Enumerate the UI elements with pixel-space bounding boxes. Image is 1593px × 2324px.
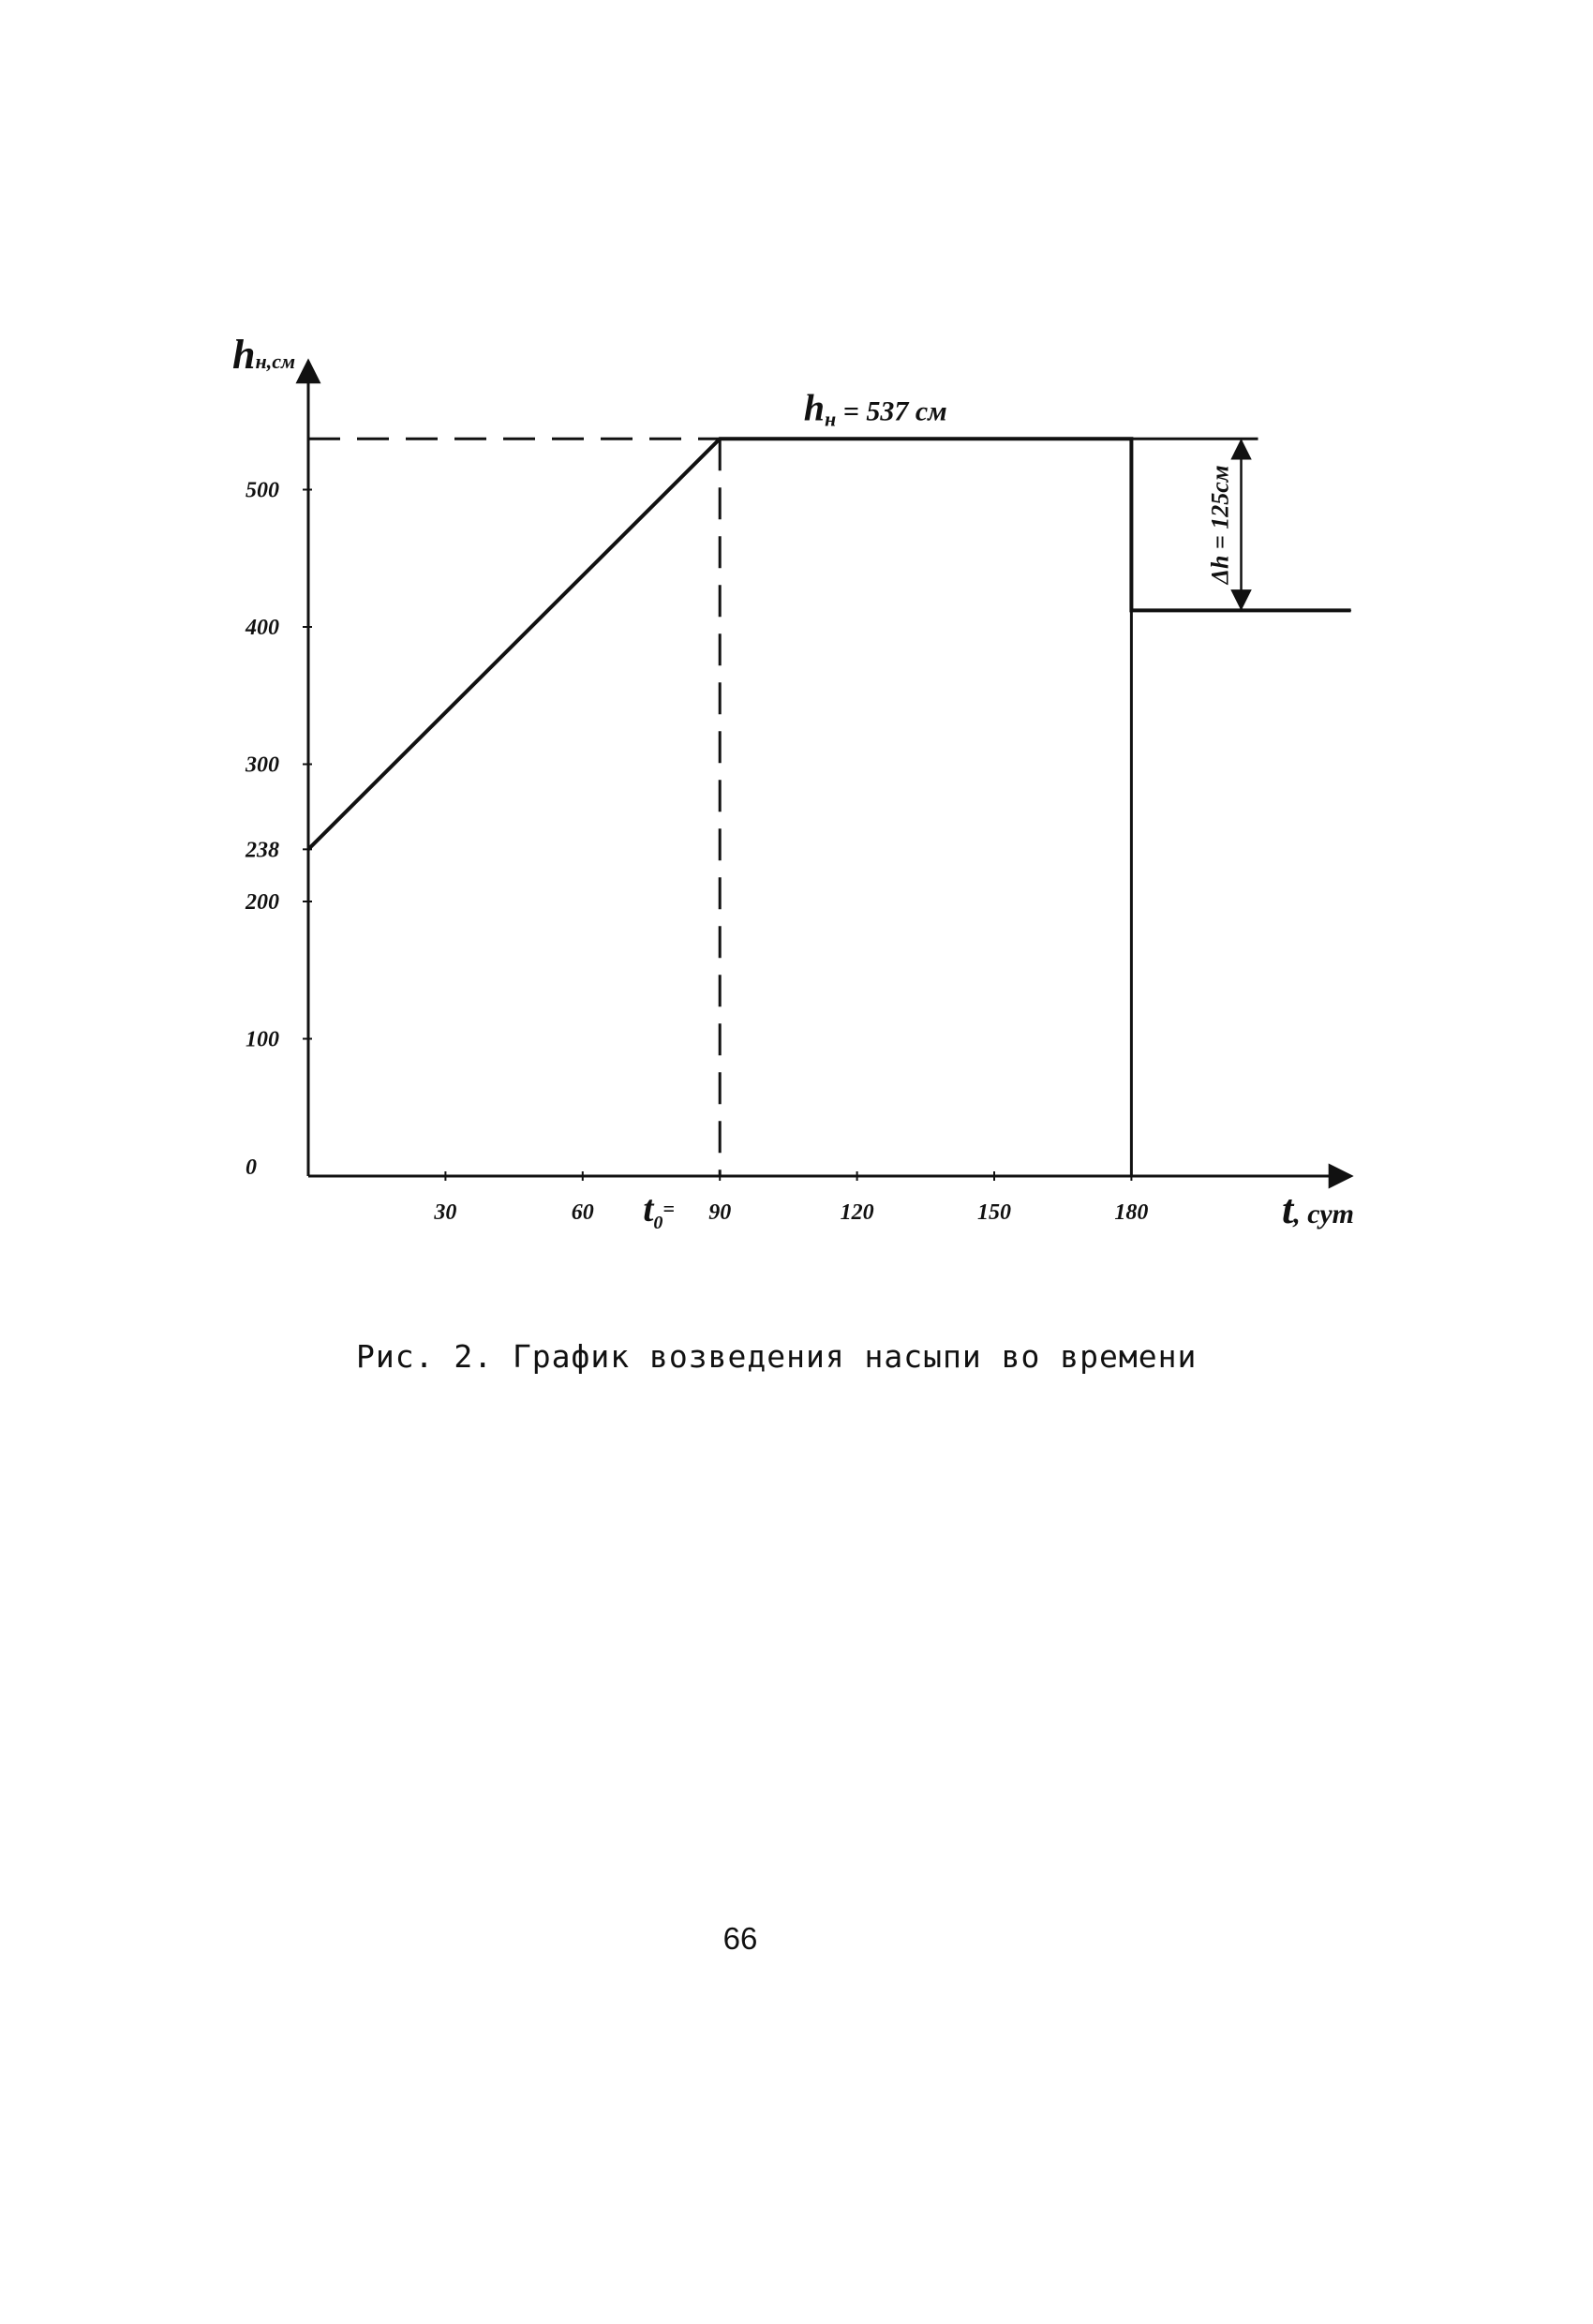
y-tick-label: 400 bbox=[246, 616, 279, 640]
x-tick-label: 150 bbox=[977, 1200, 1011, 1225]
y-axis-title-sub: н,см bbox=[255, 350, 296, 373]
x-tick-label: 60 bbox=[571, 1200, 594, 1225]
series-line bbox=[308, 439, 1351, 849]
y-tick-label: 0 bbox=[246, 1155, 257, 1180]
y-tick-label: 200 bbox=[246, 890, 279, 915]
y-tick-label: 238 bbox=[246, 838, 279, 863]
series-point bbox=[308, 849, 309, 850]
x-axis-title-main: t bbox=[1282, 1186, 1294, 1232]
t0-label-eq: = bbox=[663, 1197, 675, 1220]
hn-annotation bbox=[804, 386, 947, 430]
y-axis-title bbox=[232, 332, 295, 378]
series-point bbox=[1350, 610, 1351, 611]
dh-label: Δh = 125см bbox=[1206, 465, 1234, 585]
x-tick-label: 90 bbox=[708, 1200, 732, 1225]
hn-annotation-sub: н bbox=[825, 407, 837, 431]
x-tick-label: 30 bbox=[434, 1200, 457, 1225]
y-tick-label: 100 bbox=[246, 1027, 279, 1052]
x-tick-label: 120 bbox=[840, 1200, 874, 1225]
page-number: 66 bbox=[722, 1921, 758, 1956]
x-tick-label: 180 bbox=[1114, 1200, 1149, 1225]
t0-label-sub: 0 bbox=[653, 1213, 663, 1233]
t0-label bbox=[643, 1187, 675, 1233]
x-axis-title-sub: , сут bbox=[1293, 1199, 1354, 1229]
hn-annotation-value: = 537 см bbox=[836, 395, 947, 427]
x-axis-title bbox=[1282, 1186, 1354, 1232]
t0-label-main: t bbox=[643, 1187, 654, 1229]
y-axis-title-main: h bbox=[232, 332, 256, 378]
hn-annotation-main: h bbox=[803, 386, 826, 429]
y-tick-label: 500 bbox=[246, 478, 279, 503]
y-tick-label: 300 bbox=[246, 752, 279, 778]
figure-caption: Рис. 2. График возведения насыпи во времени bbox=[356, 1338, 1198, 1375]
